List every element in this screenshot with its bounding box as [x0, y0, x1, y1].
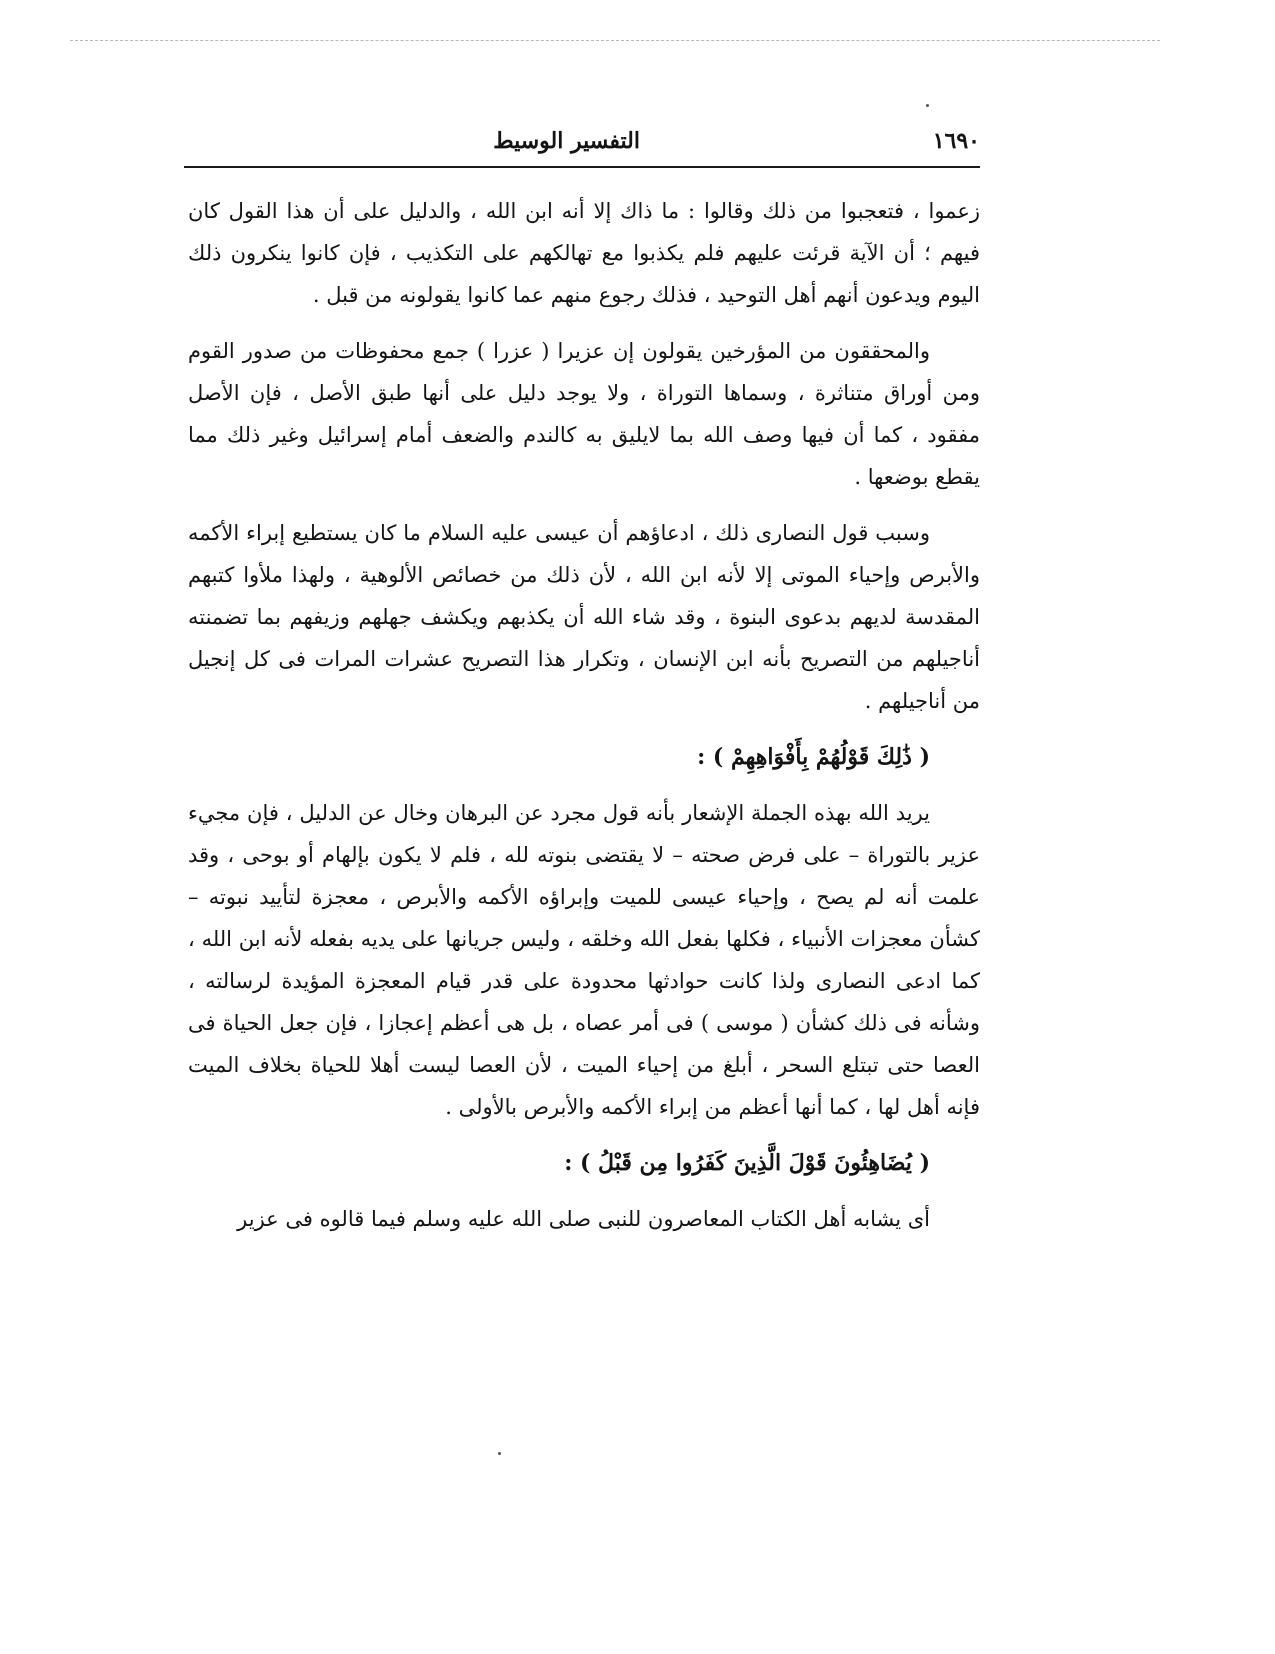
paragraph-4: يريد الله بهذه الجملة الإشعار بأنه قول مجرد عن البرهان وخال عن الدليل ، فإن مجيء عزير بالتوراة – على فرض صحته – لا يقتضى بنوته لله ، فلم لا يكون بإلهام أو بوحى ، وقد علمت أنه لم يصح ، وإحياء عيسى للميت وإبراؤه الأكمه والأبرص ، معجزة لتأييد نبوته – كشأن معجزات الأنبياء ، فكلها بفعل الله وخلقه ، وليس جريانها على يديه بفعله لأنه ابن الله ، كما ادعى النصارى ولذا كانت حوادثها محدودة على قدر قيام المعجزة المؤيدة لرسالته ، وشأنه فى ذلك كشأن ( موسى ) فى أمر عصاه ، بل هى أعظم إعجازا ، فإن جعل الحياة فى العصا حتى تبتلع السحر ، أبلغ من إحياء الميت ، لأن العصا ليست أهلا للحياة بخلاف الميت فإنه أهل لها ، كما أنها أعظم من إبراء الأكمه والأبرص بالأولى .	[188, 801, 980, 1119]
quranic-verse-heading-1: ( ذَٰلِكَ قَوْلُهُمْ بِأَفْوَاهِهِمْ ) :	[697, 744, 930, 770]
paragraph-2: والمحققون من المؤرخين يقولون إن عزيرا ( عزرا ) جمع محفوظات من صدور القوم ومن أوراق متناثرة ، وسماها التوراة ، ولا يوجد دليل على أنها طبق الأصل ، فإن الأصل مفقود ، كما أن فيها وصف الله بما لايليق به كالندم والضعف أمام إسرائيل وغير ذلك مما يقطع بوضعها .	[188, 339, 980, 489]
scan-speck	[498, 1452, 501, 1455]
page-header	[188, 128, 980, 164]
header-rule	[184, 166, 980, 168]
page-number: ١٦٩٠	[932, 128, 980, 154]
paragraph-1: زعموا ، فتعجبوا من ذلك وقالوا : ما ذاك إلا أنه ابن الله ، والدليل على أن هذا القول كان فيهم ؛ أن الآية قرئت عليهم فلم يكذبوا مع تهالكهم على التكذيب ، فإن كانوا ينكرون ذلك اليوم ويدعون أنهم أهل التوحيد ، فذلك رجوع منهم عما كانوا يقولونه من قبل .	[188, 199, 980, 307]
quranic-verse-heading-2: ( يُضَاهِئُونَ قَوْلَ الَّذِينَ كَفَرُوا مِن قَبْلُ ) :	[564, 1150, 930, 1176]
scan-speck	[926, 104, 929, 107]
paragraph-5: أى يشابه أهل الكتاب المعاصرون للنبى صلى الله عليه وسلم فيما قالوه فى عزير	[237, 1207, 930, 1231]
paragraph-3: وسبب قول النصارى ذلك ، ادعاؤهم أن عيسى عليه السلام ما كان يستطيع إبراء الأكمه والأبرص وإحياء الموتى إلا لأنه ابن الله ، لأن ذلك من خصائص الألوهية ، ولهذا ملأوا كتبهم المقدسة لديهم بدعوى البنوة ، وقد شاء الله أن يكذبهم ويكشف جهلهم وزيفهم بما تضمنته أناجيلهم من التصريح بأنه ابن الإنسان ، وتكرار هذا التصريح عشرات المرات فى كل إنجيل من أناجيلهم .	[188, 521, 980, 713]
running-title: التفسير الوسيط	[493, 128, 640, 154]
body-text	[188, 190, 980, 1240]
scan-edge-line	[70, 40, 1160, 41]
